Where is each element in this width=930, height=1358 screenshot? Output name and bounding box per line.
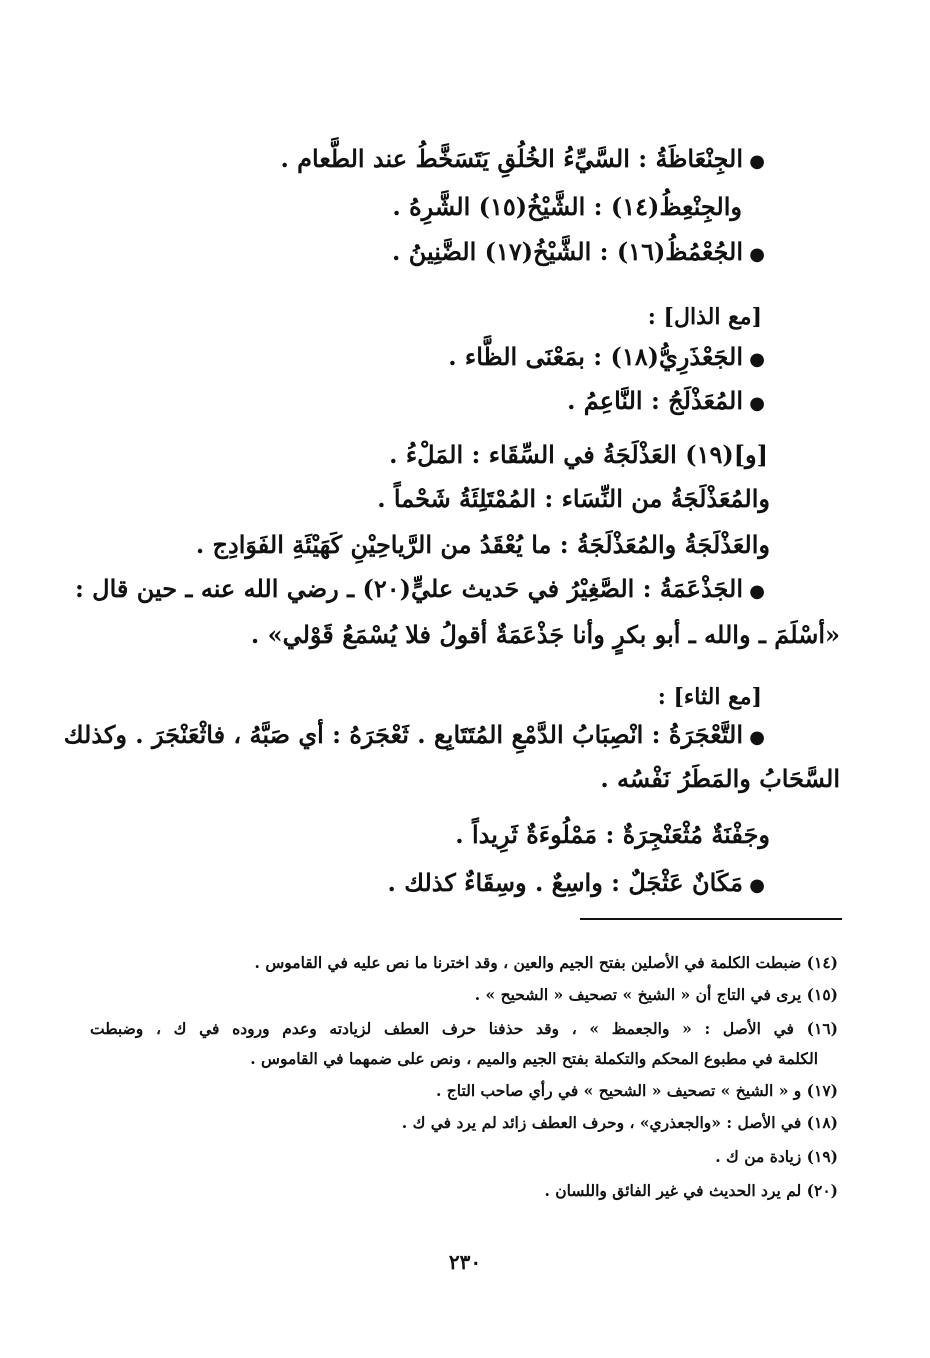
entry-jumuzh: ● الجُعْمُظُ(١٦) : الشَّيْخُ(١٧) الضَّنِينُ . bbox=[392, 235, 765, 272]
footnote-16-cont: الكلمة في مطبوع المحكم والتكملة بفتح الجيم والميم ، ونص على ضمهما في القاموس . bbox=[250, 1049, 818, 1068]
entry-athjal: ● مَكَانٌ عَثْجَلٌ : واسِعٌ . وسِقَاءٌ كذلك . bbox=[388, 866, 765, 903]
page-number: ٢٣٠ bbox=[448, 1250, 482, 1274]
footnote-20: (٢٠) لم يرد الحديث في غير الفائق واللسان . bbox=[544, 1181, 838, 1200]
entry-adhlajah-siqa: [و](١٩) العَذْلَجَةُ في السِّقَاء : المَلْءُ . bbox=[389, 440, 768, 469]
footnote-15: (١٥) يرى في التاج أن « الشيخ » تصحيف « الشحيح » . bbox=[474, 985, 838, 1004]
entry-jaadhari: ● الجَعْذَرِيُّ(١٨) : بمَعْنَى الظَّاء . bbox=[448, 340, 765, 377]
footnote-19: (١٩) زيادة من ك . bbox=[715, 1147, 838, 1166]
entry-thajarah: ● التَّعْجَرَةُ : انْصِبَابُ الدَّمْعِ المُتَتَابِع . ثَعْجَرَهُ : أي صَبَّهُ ، فاثْعَنْجَرَ . وكذلك bbox=[88, 718, 765, 755]
entry-thajarah-cont: السَّحَابُ والمَطَرُ نَفْسُه . bbox=[600, 764, 840, 793]
section-heading-dhal: [مع الذال] : bbox=[647, 304, 762, 330]
footnote-18: (١٨) في الأصل : «والجعذري» ، وحرف العطف زائد لم يرد في ك . bbox=[401, 1113, 838, 1132]
entry-muadhlajah-nisa: والمُعَذْلَجَةُ من النِّسَاء : المُمْتَلِئَةُ شَحْماً . bbox=[377, 484, 770, 513]
section-heading-tha: [مع الثاء] : bbox=[657, 684, 762, 710]
footnote-14: (١٤) ضبطت الكلمة في الأصلين بفتح الجيم والعين ، وقد اخترنا ما نص عليه في القاموس . bbox=[254, 953, 838, 972]
entry-jafnah: وجَفْنَةٌ مُثْعَنْجِرَةٌ : مَمْلُوءَةٌ ثَرِيداً . bbox=[455, 820, 770, 849]
footnote-divider bbox=[580, 918, 842, 920]
entry-muadhlaj: ● المُعَذْلَجُ : النَّاعِمُ . bbox=[567, 384, 765, 421]
entry-jadhamah-quote: «أسْلَمَ ـ والله ـ أبو بكرٍ وأنا جَذْعَمَةٌ أقولُ فلا يُسْمَعُ قَوْلي» . bbox=[250, 620, 840, 649]
entry-adhlajah-rayahin: والعَذْلَجَةُ والمُعَذْلَجَةُ : ما يُعْقَدُ من الرَّياحِيْنِ كَهَيْئَةِ الفَوَادِج . bbox=[195, 530, 770, 559]
footnote-17: (١٧) و « الشيخ » تصحيف « الشحيح » في رأي صاحب التاج . bbox=[435, 1081, 838, 1100]
entry-jadhamah: ● الجَذْعَمَةُ : الصَّغِيْرُ في حَديث عليٍّ(٢٠) ـ رضي الله عنه ـ حين قال : bbox=[110, 572, 765, 609]
entry-jinizh: والجِنْعِظُ(١٤) : الشَّيْخُ(١٥) الشَّرِهُ . bbox=[392, 192, 742, 221]
entry-jinaazah: ● الجِنْعَاظَةُ : السَّيِّءُ الخُلُقِ يَتَسَخَّطُ عند الطَّعام . bbox=[280, 142, 765, 179]
footnote-16: (١٦) في الأصل : « والجعمظ » ، وقد حذفنا حرف العطف لزيادته وعدم وروده في ك ، وضبطت bbox=[90, 1019, 838, 1038]
